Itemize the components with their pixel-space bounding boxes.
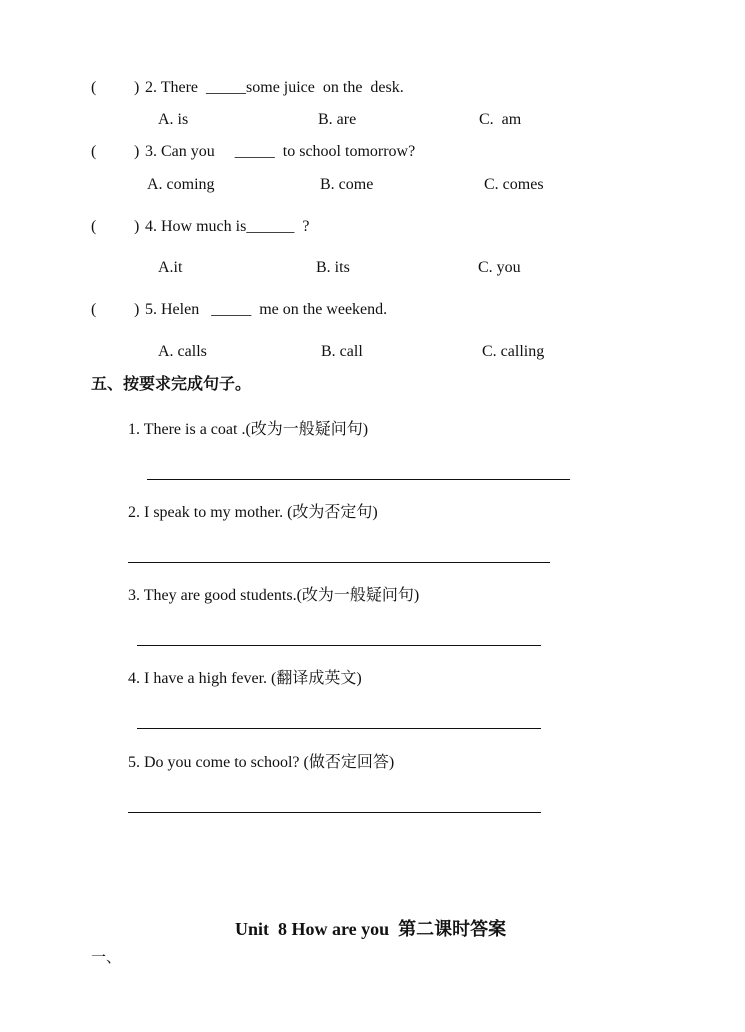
answer-line-5[interactable]	[128, 812, 541, 813]
sentence-task-2: 2. I speak to my mother. (改为否定句)	[128, 504, 378, 521]
sentence-task-4: 4. I have a high fever. (翻译成英文)	[128, 670, 362, 687]
answer-line-1[interactable]	[147, 479, 570, 480]
paren-open: (	[91, 301, 97, 318]
question-stem: 2. There _____some juice on the desk.	[145, 79, 404, 96]
section-heading: 五、按要求完成句子。	[91, 374, 252, 393]
option-b: B. call	[321, 343, 363, 360]
option-b: B. are	[318, 111, 357, 128]
paren-open: (	[91, 143, 97, 160]
option-b: B. its	[316, 259, 350, 276]
answer-line-4[interactable]	[137, 728, 541, 729]
answer-key-title: Unit 8 How are you 第二课时答案	[235, 919, 507, 939]
option-a: A. is	[158, 111, 189, 128]
paren-close: )	[134, 143, 140, 160]
section-marker: 一、	[91, 948, 122, 966]
option-c: C. am	[479, 111, 522, 128]
sentence-task-1: 1. There is a coat .(改为一般疑问句)	[128, 421, 369, 438]
option-c: C. calling	[482, 343, 545, 360]
option-a: A. coming	[147, 176, 215, 193]
paren-close: )	[134, 218, 140, 235]
question-stem: 4. How much is______ ?	[145, 218, 310, 235]
answer-line-3[interactable]	[137, 645, 541, 646]
option-c: C. comes	[484, 176, 544, 193]
question-stem: 3. Can you _____ to school tomorrow?	[145, 143, 416, 160]
option-a: A. calls	[158, 343, 207, 360]
paren-open: (	[91, 218, 97, 235]
option-a: A.it	[158, 259, 183, 276]
answer-line-2[interactable]	[128, 562, 550, 563]
question-stem: 5. Helen _____ me on the weekend.	[145, 301, 388, 318]
paren-open: (	[91, 79, 97, 96]
sentence-task-5: 5. Do you come to school? (做否定回答)	[128, 754, 395, 771]
paren-close: )	[134, 301, 140, 318]
option-b: B. come	[320, 176, 374, 193]
option-c: C. you	[478, 259, 521, 276]
paren-close: )	[134, 79, 140, 96]
sentence-task-3: 3. They are good students.(改为一般疑问句)	[128, 587, 420, 604]
